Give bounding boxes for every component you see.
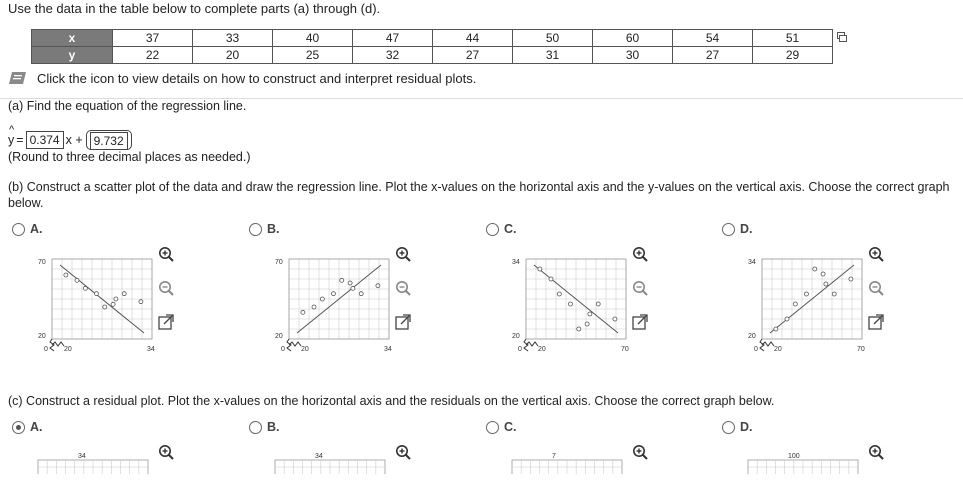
option-label: C. xyxy=(504,420,517,434)
data-point xyxy=(832,292,836,296)
table-cell: 25 xyxy=(273,47,353,64)
table-cell: 22 xyxy=(113,47,193,64)
y-header: y xyxy=(32,47,113,64)
data-point xyxy=(774,327,778,331)
data-point xyxy=(577,327,581,331)
y-axis-top-label: 34 xyxy=(748,259,756,266)
notebook-icon[interactable] xyxy=(9,71,29,85)
y-axis-bottom-label: 20 xyxy=(748,333,756,340)
data-point xyxy=(568,302,572,306)
slope-answer[interactable]: 0.374 xyxy=(26,131,64,149)
option-label: A. xyxy=(30,420,43,434)
data-point xyxy=(340,278,344,282)
data-point xyxy=(94,292,98,296)
radio-button[interactable] xyxy=(12,223,25,236)
part-c-question: (c) Construct a residual plot. Plot the x-values on the horizontal axis and the residuals on the vertical axis. Choose the correct graph below. xyxy=(8,394,775,408)
zoom-in-icon[interactable] xyxy=(395,444,411,460)
table-cell: 30 xyxy=(593,47,673,64)
data-point xyxy=(824,282,828,286)
residual-thumbnail xyxy=(738,452,868,474)
zoom-in-icon[interactable] xyxy=(158,246,174,262)
scatter-thumbnail xyxy=(738,255,868,363)
data-point xyxy=(83,286,87,290)
data-point xyxy=(813,267,817,271)
data-point xyxy=(114,297,118,301)
radio-button[interactable] xyxy=(486,421,499,434)
data-point xyxy=(122,292,126,296)
table-cell: 50 xyxy=(513,30,593,47)
residual-help-link[interactable]: Click the icon to view details on how to construct and interpret residual plots. xyxy=(37,71,477,86)
data-point xyxy=(785,317,789,321)
table-cell: 60 xyxy=(593,30,673,47)
residual-y-top-label: 34 xyxy=(78,453,86,460)
table-cell: 51 xyxy=(753,30,833,47)
scatter-thumbnail xyxy=(28,255,158,363)
table-cell: 54 xyxy=(673,30,753,47)
option-label: D. xyxy=(740,222,753,236)
x-axis-left-label: 20 xyxy=(774,346,782,353)
residual-thumbnail xyxy=(502,452,632,474)
data-point xyxy=(301,310,305,314)
table-cell: 33 xyxy=(193,30,273,47)
table-cell: 20 xyxy=(193,47,273,64)
data-point xyxy=(849,277,853,281)
part-b-question: (b) Construct a scatter plot of the data and draw the regression line. Plot the x-values on the horizontal axis and the y-values on the vertical axis. Choose the correct graph below. xyxy=(8,180,950,210)
copy-table-icon[interactable] xyxy=(837,32,847,42)
scatter-option-a[interactable] xyxy=(12,222,43,236)
x-header: x xyxy=(32,30,113,47)
table-row-x xyxy=(32,30,833,47)
y-hat: ^ y xyxy=(8,124,15,147)
data-point xyxy=(75,278,79,282)
option-label: B. xyxy=(267,222,280,236)
table-cell: 29 xyxy=(753,47,833,64)
intercept-answer-wrap xyxy=(86,130,132,150)
radio-button[interactable] xyxy=(249,223,262,236)
data-point xyxy=(351,286,355,290)
residual-y-top-label: 34 xyxy=(315,453,323,460)
y-axis-bottom-label: 20 xyxy=(275,333,283,340)
option-label: D. xyxy=(740,420,753,434)
instructions-text: Use the data in the table below to complete parts (a) through (d). xyxy=(8,1,381,16)
data-point xyxy=(312,305,316,309)
x-axis-left-label: 20 xyxy=(64,346,72,353)
data-point xyxy=(320,297,324,301)
residual-option-a[interactable] xyxy=(12,420,43,434)
x-axis-left-label: 20 xyxy=(538,346,546,353)
y-axis-top-label: 70 xyxy=(275,259,283,266)
data-point xyxy=(821,272,825,276)
table-cell: 31 xyxy=(513,47,593,64)
residual-option-d[interactable] xyxy=(722,420,753,434)
zoom-out-icon[interactable] xyxy=(632,280,648,296)
radio-button[interactable] xyxy=(12,421,25,434)
table-cell: 27 xyxy=(673,47,753,64)
radio-button[interactable] xyxy=(486,223,499,236)
data-point xyxy=(64,273,68,277)
expand-icon[interactable] xyxy=(395,314,411,330)
data-point xyxy=(348,281,352,285)
regression-equation xyxy=(8,124,132,150)
equals-sign: = xyxy=(16,133,24,147)
residual-option-b[interactable] xyxy=(249,420,280,434)
data-point xyxy=(804,292,808,296)
zoom-out-icon[interactable] xyxy=(158,280,174,296)
scatter-thumbnail xyxy=(265,255,395,363)
data-point xyxy=(549,277,553,281)
data-point xyxy=(376,284,380,288)
expand-icon[interactable] xyxy=(868,314,884,330)
y-axis-bottom-label: 20 xyxy=(38,333,46,340)
zoom-in-icon[interactable] xyxy=(395,246,411,262)
data-point xyxy=(588,312,592,316)
zoom-out-icon[interactable] xyxy=(868,280,884,296)
y-axis-bottom-label: 20 xyxy=(512,333,520,340)
table-cell: 37 xyxy=(113,30,193,47)
zoom-in-icon[interactable] xyxy=(158,444,174,460)
x-axis-right-label: 70 xyxy=(621,346,629,353)
expand-icon[interactable] xyxy=(632,314,648,330)
data-point xyxy=(538,267,542,271)
data-point xyxy=(111,302,115,306)
data-point xyxy=(359,292,363,296)
zoom-in-icon[interactable] xyxy=(632,246,648,262)
origin-label: 0 xyxy=(518,346,522,353)
data-point xyxy=(585,322,589,326)
scatter-option-c[interactable] xyxy=(486,222,517,236)
residual-thumbnail xyxy=(28,452,158,474)
origin-label: 0 xyxy=(44,346,48,353)
origin-label: 0 xyxy=(281,346,285,353)
data-point xyxy=(793,302,797,306)
data-point xyxy=(139,300,143,304)
scatter-option-d[interactable] xyxy=(722,222,753,236)
expand-icon[interactable] xyxy=(158,314,174,330)
radio-button[interactable] xyxy=(722,421,735,434)
option-label: B. xyxy=(267,420,280,434)
radio-button[interactable] xyxy=(722,223,735,236)
option-label: A. xyxy=(30,222,43,236)
data-table xyxy=(31,29,833,64)
residual-y-top-label: 7 xyxy=(552,453,556,460)
table-cell: 40 xyxy=(273,30,353,47)
residual-thumbnail xyxy=(265,452,395,474)
data-point xyxy=(557,292,561,296)
x-axis-left-label: 20 xyxy=(301,346,309,353)
round-note: (Round to three decimal places as needed.) xyxy=(8,150,251,164)
table-row-y xyxy=(32,47,833,64)
table-cell: 32 xyxy=(353,47,433,64)
zoom-in-icon[interactable] xyxy=(868,246,884,262)
origin-label: 0 xyxy=(754,346,758,353)
x-plus-text: x + xyxy=(65,133,83,147)
x-axis-right-label: 70 xyxy=(857,346,865,353)
scatter-thumbnail xyxy=(502,255,632,363)
scatter-option-b[interactable] xyxy=(249,222,280,236)
data-point xyxy=(103,305,107,309)
residual-option-c[interactable] xyxy=(486,420,517,434)
zoom-in-icon[interactable] xyxy=(868,444,884,460)
x-axis-right-label: 34 xyxy=(147,346,155,353)
y-axis-top-label: 70 xyxy=(38,259,46,266)
radio-button[interactable] xyxy=(249,421,262,434)
option-label: C. xyxy=(504,222,517,236)
zoom-out-icon[interactable] xyxy=(395,280,411,296)
x-axis-right-label: 34 xyxy=(384,346,392,353)
table-cell: 44 xyxy=(433,30,513,47)
data-point xyxy=(596,302,600,306)
data-point xyxy=(613,317,617,321)
part-a-question: (a) Find the equation of the regression line. xyxy=(8,99,247,113)
y-axis-top-label: 34 xyxy=(512,259,520,266)
table-cell: 27 xyxy=(433,47,513,64)
intercept-answer[interactable]: 9.732 xyxy=(90,132,128,150)
zoom-in-icon[interactable] xyxy=(632,444,648,460)
residual-y-top-label: 100 xyxy=(788,453,800,460)
table-cell: 47 xyxy=(353,30,433,47)
data-point xyxy=(331,292,335,296)
